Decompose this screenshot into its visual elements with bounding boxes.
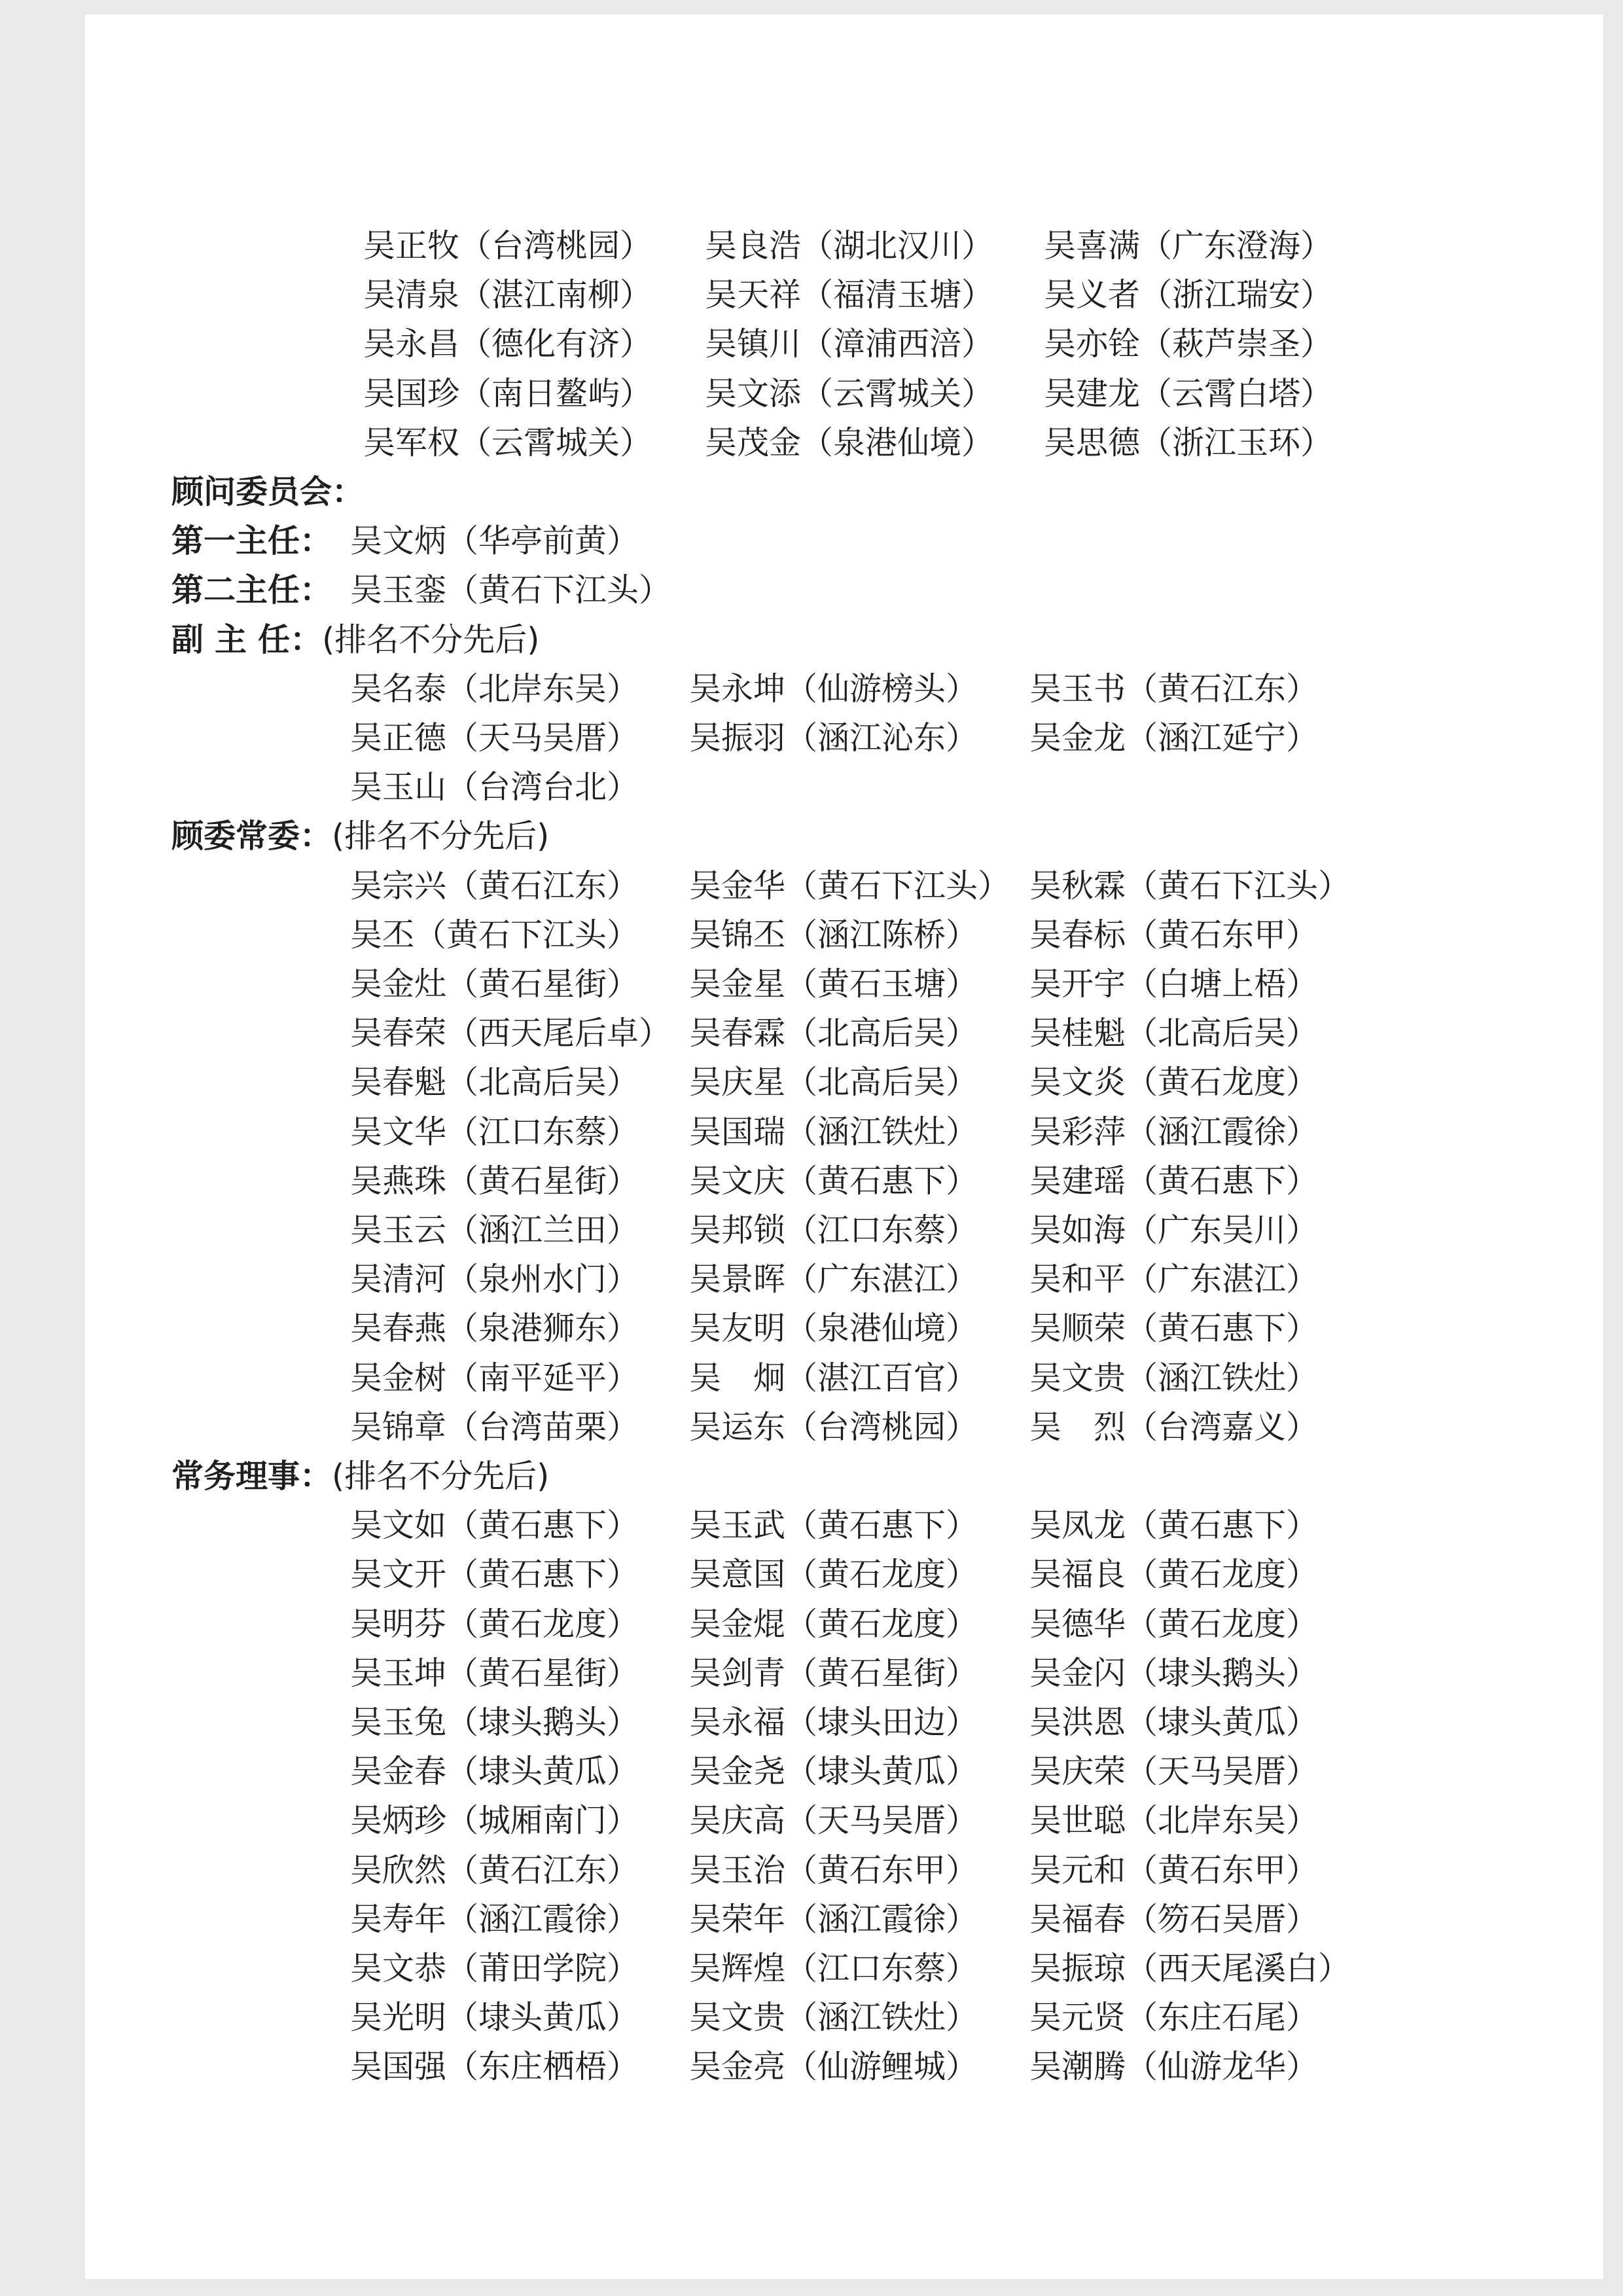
text-line: [0, 418, 1623, 468]
section-note: (排名不分先后): [332, 1458, 550, 1495]
member-name: 吴金树（南平延平）: [350, 1359, 639, 1397]
member-name: 吴友明（泉港仙境）: [689, 1310, 978, 1348]
text-line: [0, 319, 1623, 369]
member-name: 吴文炎（黄石龙度）: [1029, 1064, 1319, 1102]
member-name: 吴天祥（福清玉塘）: [705, 276, 994, 314]
text-line: [0, 1550, 1623, 1600]
text-line: [0, 1698, 1623, 1748]
member-name: 吴世聪（北岸东吴）: [1029, 1802, 1319, 1840]
text-line: [0, 221, 1623, 271]
member-name: 吴德华（黄石龙度）: [1029, 1605, 1319, 1643]
member-name: 吴庆星（北高后吴）: [689, 1064, 978, 1102]
member-name: 吴春荣（西天尾后卓）: [350, 1014, 671, 1052]
text-line: [0, 1009, 1623, 1058]
member-name: 吴国瑞（涵江铁灶）: [689, 1113, 978, 1151]
member-name: 吴金华（黄石下江头）: [689, 867, 1010, 905]
member-name: 吴振羽（涵江沁东）: [689, 719, 978, 757]
member-name: 吴剑青（黄石星街）: [689, 1654, 978, 1692]
section-label: 副 主 任：(排名不分先后): [171, 620, 540, 658]
text-line: [0, 1993, 1623, 2043]
member-name: 吴玉书（黄石江东）: [1029, 670, 1319, 708]
member-name: 吴文炳（华亭前黄）: [350, 522, 639, 560]
member-name: 吴文恭（莆田学院）: [350, 1950, 639, 1987]
member-name: 吴桂魁（北高后吴）: [1029, 1014, 1319, 1052]
text-line: [0, 467, 1623, 517]
member-name: 吴福良（黄石龙度）: [1029, 1556, 1319, 1594]
member-name: 吴永福（埭头田边）: [689, 1704, 978, 1741]
member-name: 吴庆荣（天马吴厝）: [1029, 1753, 1319, 1791]
member-name: 吴文添（云霄城关）: [705, 374, 994, 412]
member-name: 吴和平（广东湛江）: [1029, 1261, 1319, 1299]
member-name: 吴文如（黄石惠下）: [350, 1507, 639, 1545]
text-line: [0, 1403, 1623, 1452]
member-name: 吴欣然（黄石江东）: [350, 1851, 639, 1889]
member-name: 吴彩萍（涵江霞徐）: [1029, 1113, 1319, 1151]
member-name: 吴金焜（黄石龙度）: [689, 1605, 978, 1643]
member-name: 吴元贤（东庄石尾）: [1029, 1999, 1319, 2037]
member-name: 吴意国（黄石龙度）: [689, 1556, 978, 1594]
member-name: 吴金龙（涵江延宁）: [1029, 719, 1319, 757]
section-label: 第二主任：: [171, 571, 332, 609]
text-line: [0, 1501, 1623, 1551]
text-line: [0, 1058, 1623, 1107]
text-line: [0, 1157, 1623, 1206]
member-name: 吴秋霖（黄石下江头）: [1029, 867, 1351, 905]
member-name: 吴建龙（云霄白塔）: [1044, 374, 1333, 412]
member-name: 吴开宇（白塘上梧）: [1029, 965, 1319, 1003]
member-name: 吴春标（黄石东甲）: [1029, 916, 1319, 954]
member-name: 吴金亮（仙游鲤城）: [689, 2048, 978, 2086]
member-name: 吴清泉（湛江南柳）: [363, 276, 652, 314]
section-label: 顾问委员会：: [171, 473, 365, 511]
member-name: 吴明芬（黄石龙度）: [350, 1605, 639, 1643]
member-name: 吴茂金（泉港仙境）: [705, 423, 994, 461]
member-name: 吴清河（泉州水门）: [350, 1261, 639, 1299]
text-line: [0, 762, 1623, 812]
member-name: 吴庆高（天马吴厝）: [689, 1802, 978, 1840]
member-name: 吴军权（云霄城关）: [363, 423, 652, 461]
member-name: 吴运东（台湾桃园）: [689, 1408, 978, 1446]
member-name: 吴寿年（涵江霞徐）: [350, 1900, 639, 1938]
text-line: [0, 910, 1623, 960]
text-line: [0, 1846, 1623, 1895]
member-name: 吴金灶（黄石星街）: [350, 965, 639, 1003]
member-name: 吴锦丕（涵江陈桥）: [689, 916, 978, 954]
member-name: 吴如海（广东吴川）: [1029, 1211, 1319, 1249]
member-name: 吴建瑶（黄石惠下）: [1029, 1162, 1319, 1200]
member-name: 吴 炯（湛江百官）: [689, 1359, 978, 1397]
member-name: 吴潮腾（仙游龙华）: [1029, 2048, 1319, 2086]
member-name: 吴春魁（北高后吴）: [350, 1064, 639, 1102]
member-name: 吴燕珠（黄石星街）: [350, 1162, 639, 1200]
member-name: 吴喜满（广东澄海）: [1044, 227, 1333, 264]
section-label: 常务理事：(排名不分先后): [171, 1458, 550, 1495]
member-name: 吴邦锁（江口东蔡）: [689, 1211, 978, 1249]
text-line: [0, 270, 1623, 320]
member-name: 吴玉武（黄石惠下）: [689, 1507, 978, 1545]
member-name: 吴玉兔（埭头鹅头）: [350, 1704, 639, 1741]
member-name: 吴名泰（北岸东吴）: [350, 670, 639, 708]
member-name: 吴国珍（南日鳌屿）: [363, 374, 652, 412]
member-name: 吴福春（笏石吴厝）: [1029, 1900, 1319, 1938]
member-name: 吴玉坤（黄石星街）: [350, 1654, 639, 1692]
member-name: 吴玉治（黄石东甲）: [689, 1851, 978, 1889]
member-name: 吴正德（天马吴厝）: [350, 719, 639, 757]
member-name: 吴玉銮（黄石下江头）: [350, 571, 671, 609]
text-line: [0, 1796, 1623, 1846]
member-name: 吴良浩（湖北汉川）: [705, 227, 994, 264]
text-line: [0, 615, 1623, 665]
member-name: 吴金尧（埭头黄瓜）: [689, 1753, 978, 1791]
member-name: 吴镇川（漳浦西涪）: [705, 325, 994, 363]
text-line: [0, 1206, 1623, 1255]
text-line: [0, 1895, 1623, 1945]
text-line: [0, 960, 1623, 1009]
member-name: 吴思德（浙江玉环）: [1044, 423, 1333, 461]
member-name: 吴金春（埭头黄瓜）: [350, 1753, 639, 1791]
text-line: [0, 2042, 1623, 2092]
text-line: [0, 664, 1623, 714]
member-name: 吴锦章（台湾苗栗）: [350, 1408, 639, 1446]
member-name: 吴光明（埭头黄瓜）: [350, 1999, 639, 2037]
member-name: 吴文贵（涵江铁灶）: [1029, 1359, 1319, 1397]
member-name: 吴振琼（西天尾溪白）: [1029, 1950, 1351, 1987]
member-name: 吴金闪（埭头鹅头）: [1029, 1654, 1319, 1692]
text-line: [0, 713, 1623, 763]
member-name: 吴元和（黄石东甲）: [1029, 1851, 1319, 1889]
section-label: 第一主任：: [171, 522, 332, 560]
text-line: [0, 1747, 1623, 1797]
section-label: 顾委常委：(排名不分先后): [171, 817, 550, 855]
text-line: [0, 1944, 1623, 1994]
member-name: 吴春霖（北高后吴）: [689, 1014, 978, 1052]
member-name: 吴凤龙（黄石惠下）: [1029, 1507, 1319, 1545]
text-line: [0, 516, 1623, 566]
member-name: 吴永昌（德化有济）: [363, 325, 652, 363]
section-note: (排名不分先后): [332, 817, 550, 855]
text-line: [0, 369, 1623, 419]
member-name: 吴正牧（台湾桃园）: [363, 227, 652, 264]
member-name: 吴辉煌（江口东蔡）: [689, 1950, 978, 1987]
text-line: [0, 812, 1623, 861]
member-name: 吴永坤（仙游榜头）: [689, 670, 978, 708]
member-name: 吴荣年（涵江霞徐）: [689, 1900, 978, 1938]
text-line: [0, 1649, 1623, 1698]
member-name: 吴丕（黄石下江头）: [350, 916, 639, 954]
member-name: 吴景晖（广东湛江）: [689, 1261, 978, 1299]
text-line: [0, 1452, 1623, 1501]
text-line: [0, 1255, 1623, 1304]
member-name: 吴春燕（泉港狮东）: [350, 1310, 639, 1348]
text-line: [0, 1600, 1623, 1649]
member-name: 吴顺荣（黄石惠下）: [1029, 1310, 1319, 1348]
member-name: 吴国强（东庄栖梧）: [350, 2048, 639, 2086]
text-line: [0, 1107, 1623, 1157]
text-line: [0, 1354, 1623, 1403]
section-note: (排名不分先后): [322, 620, 540, 658]
text-line: [0, 565, 1623, 615]
member-name: 吴文开（黄石惠下）: [350, 1556, 639, 1594]
member-name: 吴 烈（台湾嘉义）: [1029, 1408, 1319, 1446]
text-line: [0, 1304, 1623, 1354]
member-name: 吴洪恩（埭头黄瓜）: [1029, 1704, 1319, 1741]
member-name: 吴玉山（台湾台北）: [350, 768, 639, 806]
member-name: 吴义者（浙江瑞安）: [1044, 276, 1333, 314]
text-line: [0, 861, 1623, 911]
member-name: 吴宗兴（黄石江东）: [350, 867, 639, 905]
member-name: 吴文贵（涵江铁灶）: [689, 1999, 978, 2037]
member-name: 吴玉云（涵江兰田）: [350, 1211, 639, 1249]
member-name: 吴文华（江口东蔡）: [350, 1113, 639, 1151]
member-name: 吴亦铨（萩芦崇圣）: [1044, 325, 1333, 363]
member-name: 吴炳珍（城厢南门）: [350, 1802, 639, 1840]
member-name: 吴文庆（黄石惠下）: [689, 1162, 978, 1200]
member-name: 吴金星（黄石玉塘）: [689, 965, 978, 1003]
